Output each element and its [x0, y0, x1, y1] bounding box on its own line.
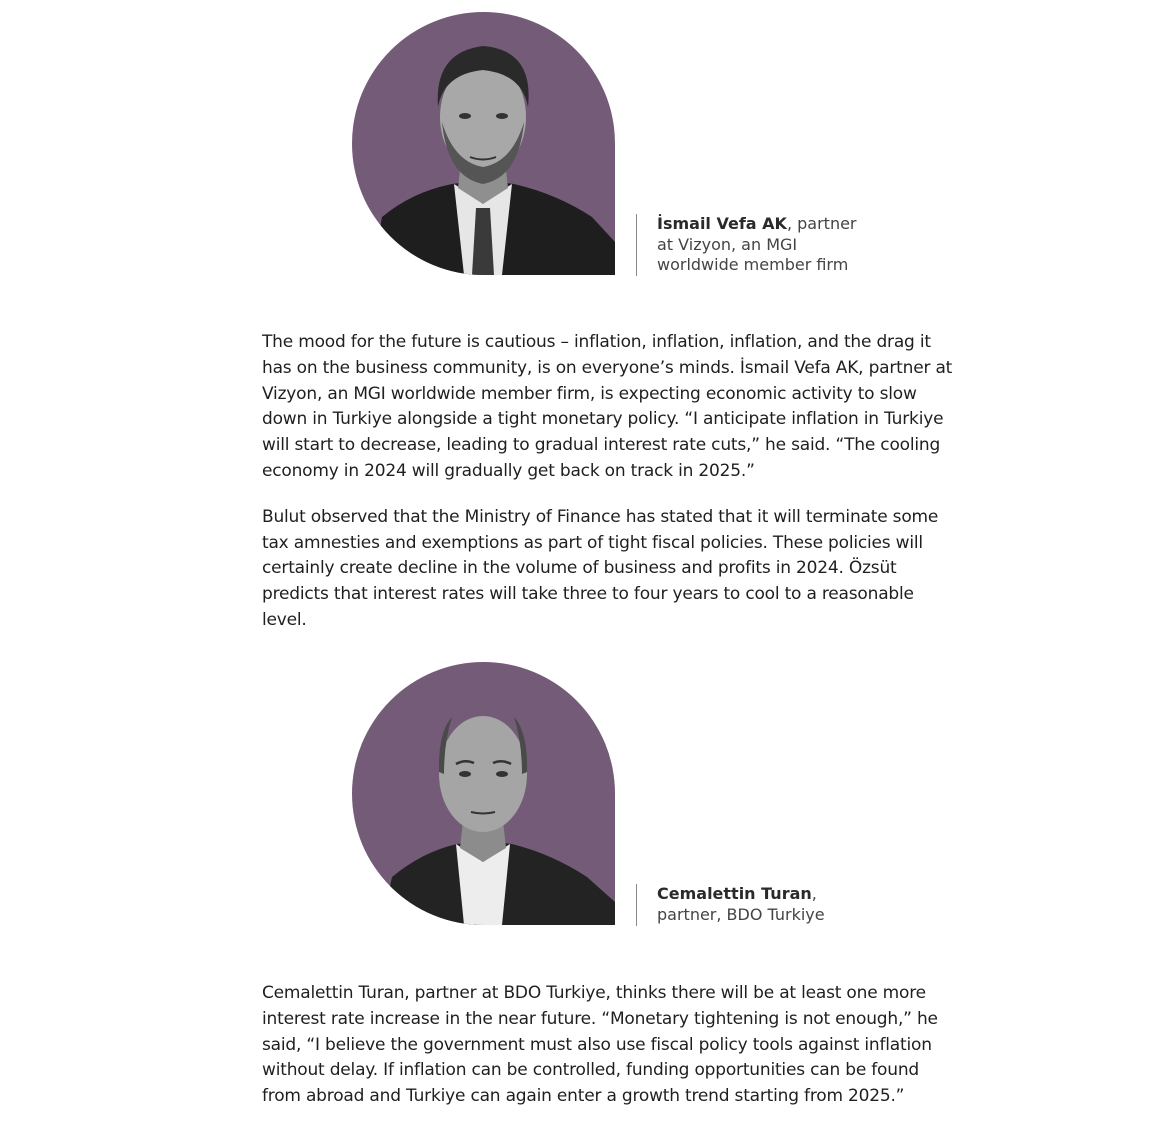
- profile-block-1: [0, 12, 1173, 277]
- paragraph: Bulut observed that the Ministry of Finance has stated that it will terminate some tax amnesties and exemptions as part of tight fiscal policies. These policies will certainly create decline in the volume of business and profits in 2024. Özsüt predicts that interest rates will take three to four years to cool to a reasonable level.: [262, 506, 939, 630]
- caption-2: [636, 884, 825, 926]
- person-title-1-line-3: worldwide member firm: [657, 255, 849, 274]
- profile-block-2: [0, 662, 1173, 927]
- person-title-2-line-1: ,: [811, 884, 817, 903]
- person-name-1: İsmail Vefa AK: [657, 214, 787, 233]
- caption-2-line-1: [657, 884, 825, 905]
- caption-1: [636, 214, 857, 276]
- person-title-1-line-2: at Vizyon, an MGI: [657, 234, 798, 254]
- paragraph: The mood for the future is cautious – inflation, inflation, inflation, and the drag it has on the business community, is on everyone’s minds. İsmail Vefa AK, partner at Vizyon, an MGI worldwide member firm, is expecting economic activity to slow down in Turkiye alongside a tight monetary policy. “I anticipate inflation in Turkiye will start to decrease, leading to gradual interest rate cuts,” he said. “The cooling economy in 2024 will gradually get back on track in 2025.”: [262, 332, 953, 481]
- person-title-2-line-2: partner, BDO Turkiye: [657, 904, 825, 924]
- person-name-2: Cemalettin Turan: [657, 884, 812, 903]
- article-section-1: [262, 330, 962, 654]
- paragraph: Cemalettin Turan, partner at BDO Turkiye, thinks there will be at least one more interest rate increase in the near future. “Monetary tightening is not enough,” he said, “I believe the government must also use fiscal policy tools against inflation without delay. If inflation can be controlled, funding opportunities can be found from abroad and Turkiye can again enter a growth trend starting from 2025.”: [262, 983, 938, 1107]
- article-section-2: [262, 981, 962, 1130]
- caption-1-line-1: [657, 214, 857, 235]
- person-title-1-line-1: , partner: [786, 214, 857, 233]
- portrait-photo-1: [352, 12, 615, 275]
- portrait-photo-2: [352, 662, 615, 925]
